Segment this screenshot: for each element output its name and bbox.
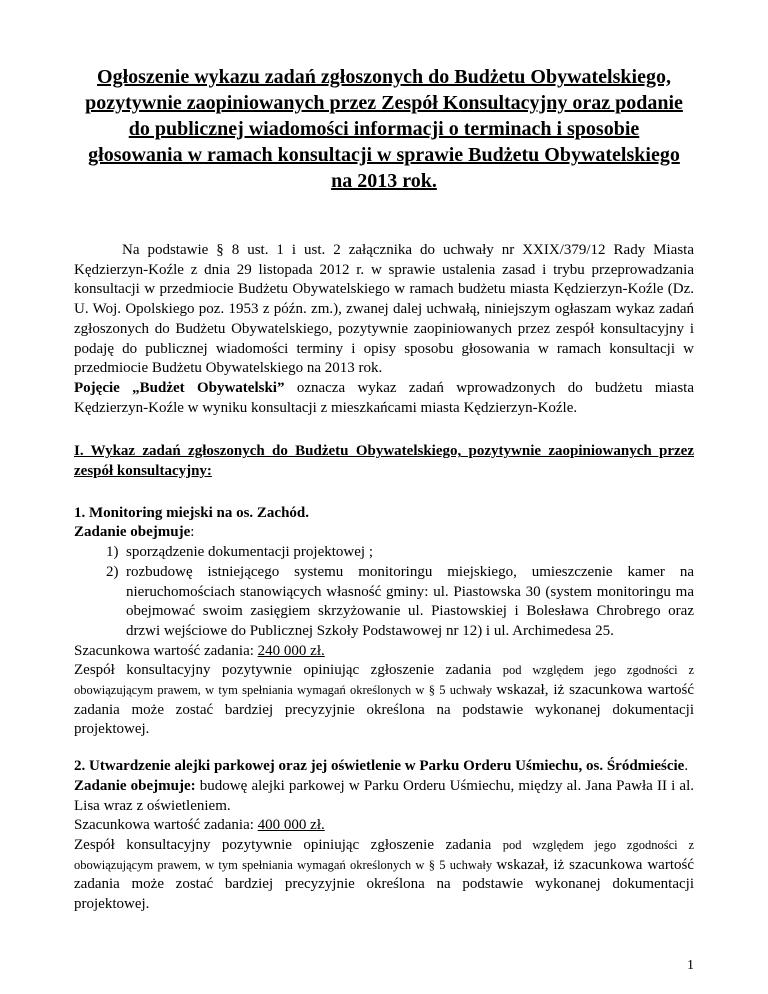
- scope-list-item: [106, 543, 694, 563]
- title-line: do publicznej wiadomości informacji o terminach i sposobie: [128, 118, 640, 140]
- opinion-text: Zespół konsultacyjny pozytywnie opiniując zgłoszenie zadania: [74, 836, 503, 853]
- opinion-small-text: pod względem jego zgodności z obowiązującym prawem, w tym spełniania wymagań określonych w § 5 uchwały: [74, 663, 694, 698]
- scope-text: budowę alejki parkowej w Parku Orderu Uśmiechu, między al. Jana Pawła II i al. Lisa wraz z oświetleniem.: [74, 777, 694, 814]
- title-line: głosowania w ramach konsultacji w sprawie Budżetu Obywatelskiego: [88, 144, 680, 166]
- scope-list-item: [106, 563, 694, 642]
- list-number: 2): [106, 563, 119, 580]
- definition-text: oznacza wykaz zadań wprowadzonych do budżetu miasta Kędzierzyn-Koźle w wyniku konsultacji z mieszkańcami miasta Kędzierzyn-Koźle.: [74, 379, 694, 416]
- task-opinion: [74, 836, 694, 915]
- task-opinion: [74, 661, 694, 740]
- task-title: [74, 757, 694, 777]
- task-scope-heading: [74, 523, 694, 543]
- cost-label: Szacunkowa wartość zadania:: [74, 817, 258, 834]
- task-title-suffix: .: [684, 758, 689, 775]
- task-item-1: [74, 504, 694, 740]
- opinion-text: wskazał, iż szacunkowa wartość zadania może zostać bardziej precyzyjnie określona na podstawie wykonanej dokumentacji projektowej.: [74, 856, 694, 913]
- opinion-small-text: pod względem jego zgodności z obowiązującym prawem, w tym spełniania wymagań określonych w § 5 uchwały: [74, 837, 694, 872]
- task-cost: [74, 642, 694, 662]
- scope-list: [74, 543, 694, 642]
- task-scope: [74, 777, 694, 816]
- definition-paragraph: [74, 379, 694, 418]
- scope-label: Zadanie obejmuje:: [74, 777, 196, 794]
- opinion-text: Zespół konsultacyjny pozytywnie opiniując zgłoszenie zadania: [74, 662, 503, 679]
- section-heading: I. Wykaz zadań zgłoszonych do Budżetu Obywatelskiego, pozytywnie zaopiniowanych przez zespół konsultacyjny:: [74, 443, 694, 480]
- cost-label: Szacunkowa wartość zadania:: [74, 642, 258, 659]
- title-line: na 2013 rok.: [331, 170, 437, 192]
- scope-label: Zadanie obejmuje: [74, 524, 191, 541]
- definition-term: Pojęcie „Budżet Obywatelski”: [74, 379, 285, 396]
- cost-value: 240 000 zł.: [257, 642, 325, 659]
- cost-value: 400 000 zł.: [257, 817, 325, 834]
- page-number: 1: [687, 958, 694, 973]
- task-title: 1. Monitoring miejski na os. Zachód.: [74, 504, 310, 521]
- intro-paragraph: Na podstawie § 8 ust. 1 i ust. 2 załącznika do uchwały nr XXIX/379/12 Rady Miasta Kędzierzyn-Koźle z dnia 29 listopada 2012 r. w sprawie ustalenia zasad i trybu przeprowadzania konsultacji w przedmiocie Budżetu Obywatelskiego w ramach budżetu miasta Kędzierzyn-Koźle (Dz. U. Woj. Opolskiego poz. 1953 z późn. zm.), zwanej dalej uchwałą, niniejszym ogłaszam wykaz zadań zgłoszonych do Budżetu Obywatelskiego, pozytywnie zaopiniowanych przez zespół konsultacyjny i podaję do publicznej wiadomości terminy i opisy sposobu głosowania w ramach konsultacji w przedmiocie Budżetu Obywatelskiego na 2013 rok.: [74, 242, 694, 377]
- document-page: [74, 64, 694, 932]
- list-text: rozbudowę istniejącego systemu monitoringu miejskiego, umieszczenie kamer na nieruchomościach stanowiących własność gminy: ul. Piastowska 30 (system monitoringu ma obejmować swoim zasięgiem skrzyżowanie ul. Piastowskiej i Bolesława Chrobrego oraz drzwi wejściowe do Publicznej Szkoły Podstawowej nr 12) i ul. Archimedesa 25.: [126, 563, 694, 639]
- document-title: [74, 64, 694, 194]
- task-item-2: [74, 757, 694, 915]
- task-title-text: 2. Utwardzenie alejki parkowej oraz jej oświetlenie w Parku Orderu Uśmiechu, os. Śródmieście: [74, 758, 685, 775]
- title-line: Ogłoszenie wykazu zadań zgłoszonych do Budżetu Obywatelskiego,: [97, 66, 671, 88]
- scope-suffix: :: [190, 524, 195, 541]
- task-cost: [74, 816, 694, 836]
- list-number: 1): [106, 544, 119, 561]
- opinion-text: wskazał, iż szacunkowa wartość zadania może zostać bardziej precyzyjnie określona na podstawie wykonanej dokumentacji projektowej.: [74, 682, 694, 738]
- title-line: pozytywnie zaopiniowanych przez Zespół Konsultacyjny oraz podanie: [85, 92, 683, 114]
- list-text: sporządzenie dokumentacji projektowej ;: [126, 544, 373, 561]
